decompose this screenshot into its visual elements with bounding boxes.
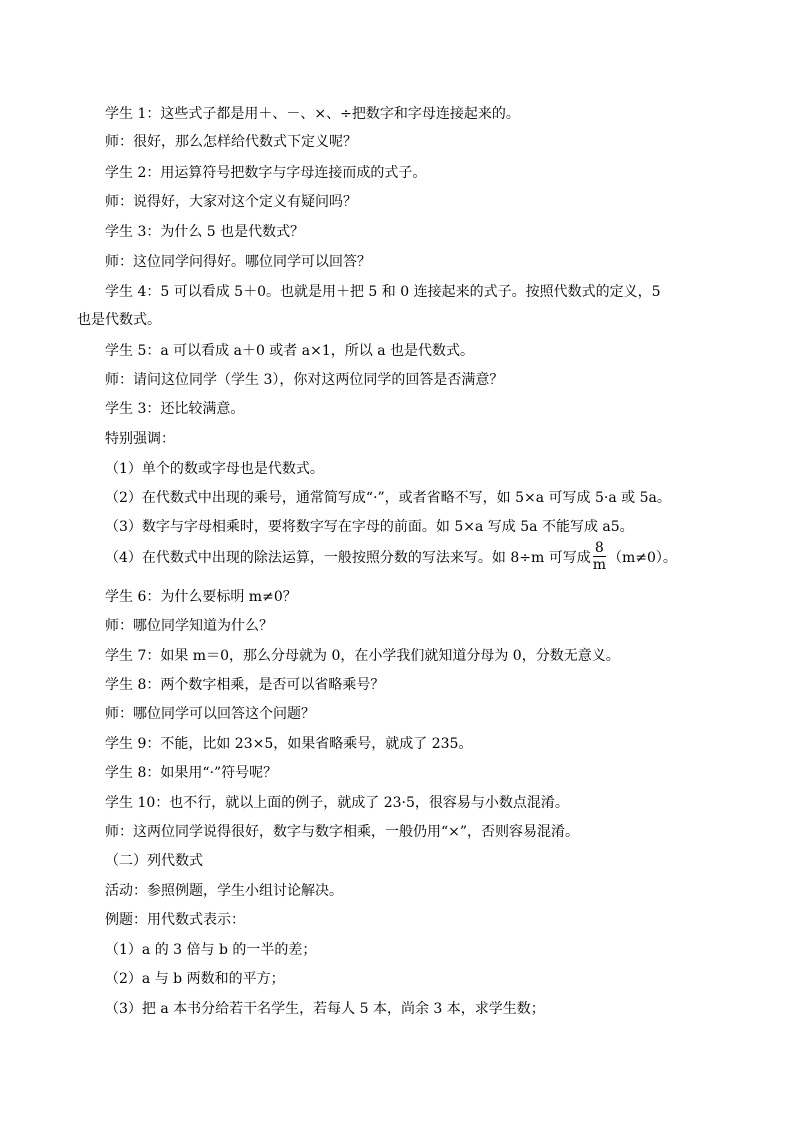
text-line: 学生 4：5 可以看成 5＋0。也就是用＋把 5 和 0 连接起来的式子。按照代数式的定义，5 <box>105 284 661 300</box>
text-line: 师：哪位同学知道为什么？ <box>105 618 273 634</box>
text-line: 学生 1：这些式子都是用＋、－、×、÷把数字和字母连接起来的。 <box>105 106 520 122</box>
fraction-numerator: 8 <box>593 541 606 557</box>
example-item: （2）a 与 b 两数和的平方； <box>105 971 285 987</box>
text-line: 特别强调： <box>105 431 175 447</box>
text-line: 也是代数式。 <box>77 312 161 328</box>
emphasis-item: （2）在代数式中出现的乘号，通常简写成“·”，或者省略不写，如 5×a 可写成 5·a 或 5a。 <box>105 490 671 506</box>
text-line: 师：这位同学问得好。哪位同学可以回答？ <box>105 254 371 270</box>
emphasis-text: （m≠0）。 <box>608 550 677 566</box>
text-line: 师：哪位同学可以回答这个问题？ <box>105 706 315 722</box>
emphasis-item <box>105 540 725 576</box>
text-line: 学生 3：还比较满意。 <box>105 401 245 417</box>
text-line: 师：很好，那么怎样给代数式下定义呢？ <box>105 134 357 150</box>
example-item: （3）把 a 本书分给若干名学生，若每人 5 本，尚余 3 本，求学生数； <box>105 1001 545 1017</box>
text-line: 学生 6：为什么要标明 m≠0？ <box>105 589 297 605</box>
text-line: 学生 8：如果用“·”符号呢？ <box>105 765 278 781</box>
section-heading: （二）列代数式 <box>105 853 203 869</box>
text-line: 学生 5：a 可以看成 a＋0 或者 a×1，所以 a 也是代数式。 <box>105 343 474 359</box>
text-line: 学生 3：为什么 5 也是代数式？ <box>105 224 305 240</box>
example-item: （1）a 的 3 倍与 b 的一半的差； <box>105 942 317 958</box>
emphasis-text: （4）在代数式中出现的除法运算，一般按照分数的写法来写。如 8÷m 可写成 <box>105 550 591 566</box>
fraction <box>593 541 606 572</box>
text-line: 学生 8：两个数字相乘，是否可以省略乘号？ <box>105 677 385 693</box>
text-line: 师：请问这位同学（学生 3），你对这两位同学的回答是否满意？ <box>105 372 504 388</box>
fraction-denominator: m <box>592 556 607 573</box>
emphasis-item: （3）数字与字母相乘时，要将数字写在字母的前面。如 5×a 写成 5a 不能写成 a5。 <box>105 519 634 535</box>
text-line: 例题：用代数式表示： <box>105 912 245 928</box>
text-line: 学生 2：用运算符号把数字与字母连接而成的式子。 <box>105 165 427 181</box>
text-line: 学生 9：不能，比如 23×5，如果省略乘号，就成了 235。 <box>105 736 473 752</box>
text-line: 学生 10：也不行，就以上面的例子，就成了 23·5，很容易与小数点混淆。 <box>105 795 569 811</box>
emphasis-item: （1）单个的数或字母也是代数式。 <box>105 461 324 477</box>
text-line: 师：这两位同学说得很好，数字与数字相乘，一般仍用“×”，否则容易混淆。 <box>105 824 580 840</box>
text-line: 师：说得好，大家对这个定义有疑问吗？ <box>105 194 357 210</box>
text-line: 活动：参照例题，学生小组讨论解决。 <box>105 883 343 899</box>
text-line: 学生 7：如果 m＝0，那么分母就为 0，在小学我们就知道分母为 0，分数无意义。 <box>105 648 620 664</box>
